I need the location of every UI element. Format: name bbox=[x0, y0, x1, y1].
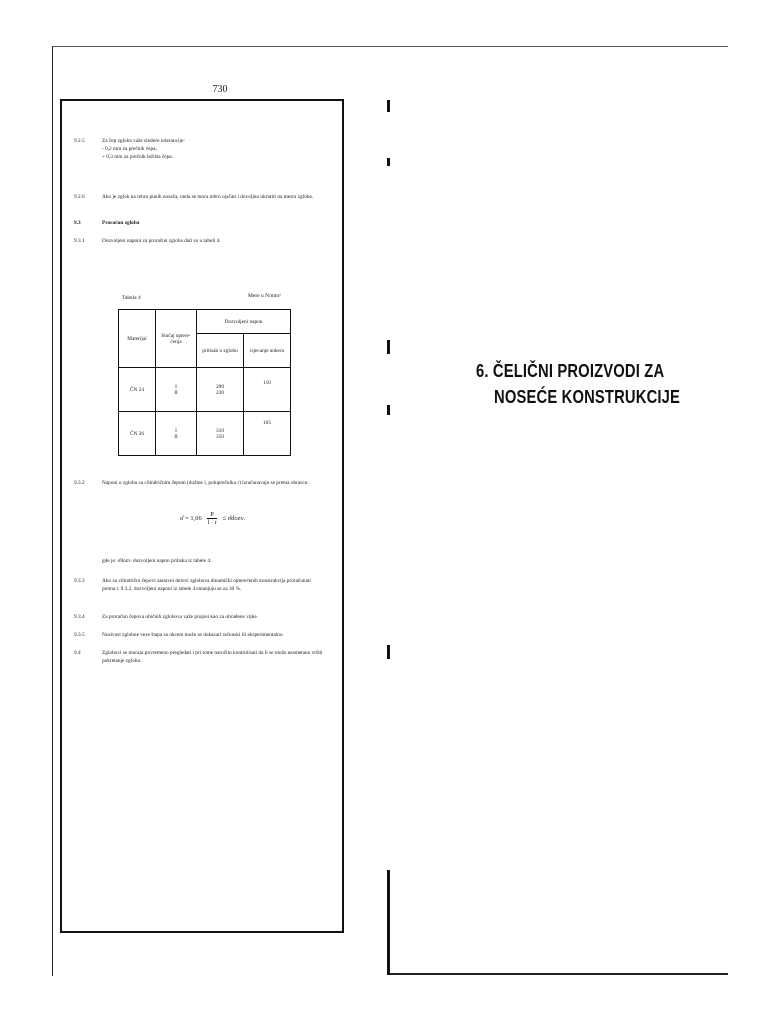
allowed-stress-table bbox=[118, 309, 291, 456]
table-cell: 200 bbox=[216, 383, 224, 390]
table-cell: II bbox=[174, 389, 178, 396]
table-cell: I bbox=[175, 383, 177, 390]
chapter-title-line-1: 6. ČELIČNI PROIZVODI ZA bbox=[476, 361, 665, 381]
table-header: Dozvoljeni napon bbox=[197, 310, 291, 334]
table-cell: 350 bbox=[216, 433, 224, 440]
section-number: 9.3.5 bbox=[74, 632, 85, 638]
section-text: gde je: σ̂dozv. dozvoljeni napon pritiska iz tabele 4. bbox=[102, 558, 212, 564]
table-header: isjecanje ankera bbox=[244, 334, 291, 368]
book-spine bbox=[387, 100, 390, 975]
section-text: - 0,2 mm za prečnik čepa, bbox=[102, 146, 157, 152]
table-cell: I bbox=[175, 427, 177, 434]
section-number: 9.2.6 bbox=[74, 194, 85, 200]
table-cell: 310 bbox=[216, 427, 224, 434]
chapter-title-line-2: NOSEĆE KONSTRUKCIJE bbox=[494, 387, 681, 407]
section-heading: Proračun zgloba bbox=[102, 220, 140, 226]
formula-rhs: ≤ σ̂dozv. bbox=[222, 514, 245, 522]
table-row bbox=[119, 412, 291, 456]
page-number: 730 bbox=[212, 84, 228, 95]
section-text: prema t. 9.3.2, dozvoljeni naponi iz tabele 4 smanjuju se za 30 %. bbox=[102, 586, 242, 592]
scan-edge-bottom bbox=[390, 973, 728, 975]
section-number: 9.3.3 bbox=[74, 578, 85, 584]
section-text: + 0,3 mm za prečnik ležišta čepa. bbox=[102, 154, 173, 160]
section-text: Ako su cilindrični čepovi sastavni delovi zglobova dinamički opterećenih konstrukcija proračunati bbox=[102, 578, 311, 584]
table-units: Mere u N/mm² bbox=[248, 293, 281, 299]
section-text: Za proračun čepova običnih zglobova važe propisi kao za obrađene vijke. bbox=[102, 614, 259, 620]
section-number: 9.2.5 bbox=[74, 138, 85, 144]
section-text: pokretanje zgloba. bbox=[102, 658, 142, 664]
table-cell: ČN 36 bbox=[119, 412, 156, 456]
section-text: Nosivost zglobne veze štapa sa okcem može se dokazati računski ili eksperimentalno. bbox=[102, 632, 284, 638]
table-header: Materijal bbox=[119, 310, 156, 368]
table-cell: ČN 24 bbox=[119, 368, 156, 412]
table-cell: 110 bbox=[244, 368, 291, 412]
left-page-frame bbox=[60, 99, 344, 933]
formula-lhs: σ̂ = 1,06 bbox=[180, 514, 202, 522]
section-text: Dozvoljeni naponi za proračun zgloba dati su u tabeli 4. bbox=[102, 238, 221, 244]
section-text: Zglobovi se moraju povremeno pregledati i pri tome naročito kontrolisati da li se može nesmetano vršiti bbox=[102, 650, 323, 656]
section-text: Za čep zgloba važe sledeće tolerancije: bbox=[102, 138, 185, 144]
table-caption: Tabela 4 bbox=[122, 295, 141, 301]
stress-formula bbox=[180, 511, 245, 526]
table-cell: II bbox=[174, 433, 178, 440]
section-number: 9.4 bbox=[74, 650, 81, 656]
section-text: Ako je zglob na rebru punih nosača, onda se mora rebro ojačati i dovoljno ukrutiti na mestu zgloba. bbox=[102, 194, 314, 200]
chapter-title bbox=[476, 358, 680, 410]
table-header: pritisak u zglobu bbox=[197, 334, 244, 368]
scan-edge-left bbox=[52, 46, 53, 976]
table-cell: 230 bbox=[216, 389, 224, 396]
section-text: Naponi u zglobu sa cilindričnim čepom (dužine l, poluprečnika r) izračunavaju se prema obrascu: bbox=[102, 480, 309, 486]
scan-edge-top bbox=[52, 46, 728, 47]
section-number: 9.3.4 bbox=[74, 614, 85, 620]
section-number: 9.3.2 bbox=[74, 480, 85, 486]
table-cell: 165 bbox=[244, 412, 291, 456]
section-number: 9.3.1 bbox=[74, 238, 85, 244]
table-header: Slučaj optere-ćenja bbox=[156, 310, 197, 368]
section-number: 9.3 bbox=[74, 220, 81, 226]
table-row bbox=[119, 368, 291, 412]
formula-denominator: l · r bbox=[207, 519, 217, 526]
formula-numerator: P bbox=[210, 511, 214, 518]
